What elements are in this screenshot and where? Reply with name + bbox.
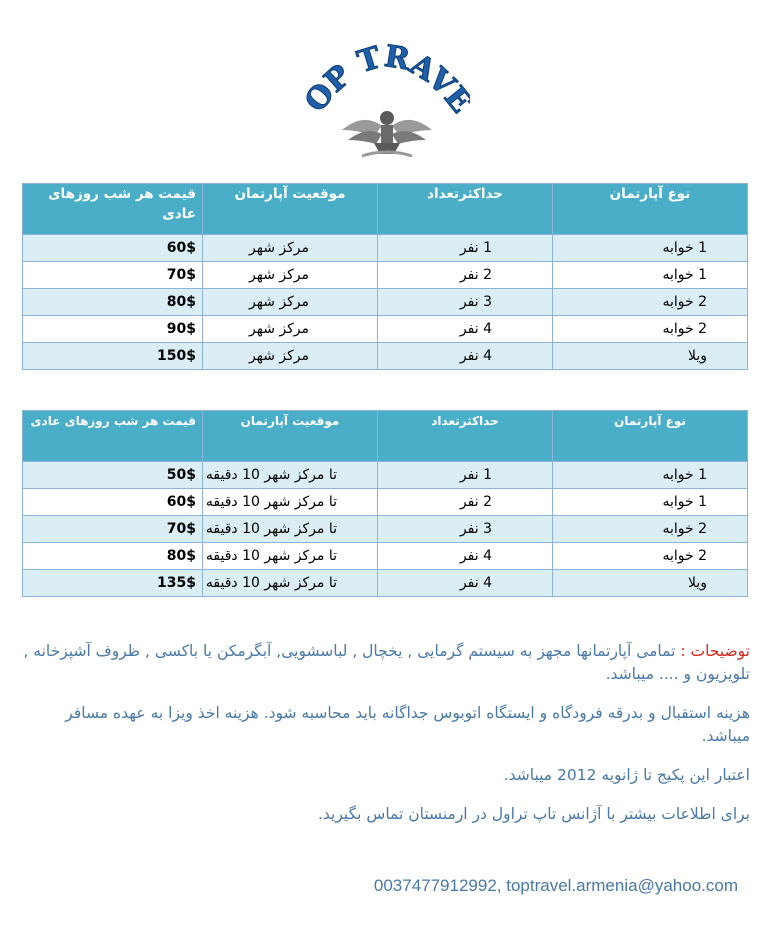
cell-location: تا مرکز شهر 10 دقیقه [203, 516, 378, 543]
cell-type: 1 خوابه [553, 462, 748, 489]
cell-price: 90$ [23, 316, 203, 343]
header-apartment-type: نوع آپارتمان [553, 184, 748, 235]
table-row [23, 316, 748, 343]
cell-location: تا مرکز شهر 10 دقیقه [203, 570, 378, 597]
table-row [23, 262, 748, 289]
table-row [23, 570, 748, 597]
cell-price: 80$ [23, 543, 203, 570]
cell-price: 150$ [23, 343, 203, 370]
cell-type: ویلا [553, 343, 748, 370]
cell-location: مرکز شهر [203, 343, 378, 370]
cell-type: 2 خوابه [553, 516, 748, 543]
cell-price: 60$ [23, 235, 203, 262]
header-max-capacity: حداکثرتعداد [378, 411, 553, 462]
price-table-city-center [22, 183, 748, 370]
price-table-near-center [22, 410, 748, 597]
table-row [23, 289, 748, 316]
table-header-row [23, 184, 748, 235]
header-apartment-type: نوع آپارتمان [553, 411, 748, 462]
header-price: قیمت هر شب روزهای عادی [23, 411, 203, 462]
cell-type: ویلا [553, 570, 748, 597]
cell-type: 1 خوابه [553, 489, 748, 516]
note-transfer: هزینه استقبال و بدرقه فرودگاه و ایستگاه اتوبوس جداگانه باید محاسبه شود. هزینه اخذ ویزا به عهده مسافر میباشد. [65, 704, 750, 745]
svg-text:TOP TRAVEL: P TRAV [317, 39, 462, 103]
header-location: موقعیت آپارتمان [203, 411, 378, 462]
cell-capacity: 1 نفر [378, 235, 553, 262]
table-row [23, 343, 748, 370]
cell-type: 1 خوابه [553, 262, 748, 289]
header-max-capacity: حداکثرتعداد [378, 184, 553, 235]
cell-price: 50$ [23, 462, 203, 489]
cell-price: 70$ [23, 516, 203, 543]
cell-price: 135$ [23, 570, 203, 597]
cell-capacity: 4 نفر [378, 570, 553, 597]
note-validity: اعتبار این پکیج تا ژانویه 2012 میباشد. [503, 766, 750, 784]
table-row [23, 235, 748, 262]
note-equipment-text: تمامی آپارتمانها مجهز به سیستم گرمایی , یخچال , لباسشویی, آبگرمکن یا باکسی , ظروف آشپزخانه , تلویزیون و .... میباشد. [23, 642, 750, 683]
notes-section [22, 640, 750, 842]
table-row [23, 462, 748, 489]
cell-location: مرکز شهر [203, 235, 378, 262]
note-equipment [22, 640, 750, 686]
cell-price: 60$ [23, 489, 203, 516]
cell-location: تا مرکز شهر 10 دقیقه [203, 489, 378, 516]
header-price: قیمت هر شب روزهای عادی [23, 184, 203, 235]
cell-type: 2 خوابه [553, 289, 748, 316]
contact-line: 0037477912992, toptravel.armenia@yahoo.com [373, 876, 738, 895]
cell-price: 70$ [23, 262, 203, 289]
cell-capacity: 2 نفر [378, 489, 553, 516]
cell-capacity: 1 نفر [378, 462, 553, 489]
cell-location: تا مرکز شهر 10 دقیقه [203, 462, 378, 489]
notes-label: توضیحات : [680, 642, 750, 660]
table-row [23, 543, 748, 570]
table-header-row [23, 411, 748, 462]
cell-capacity: 3 نفر [378, 516, 553, 543]
cell-type: 1 خوابه [553, 235, 748, 262]
logo-graphic [304, 30, 470, 167]
cell-location: مرکز شهر [203, 289, 378, 316]
header-location: موقعیت آپارتمان [203, 184, 378, 235]
table-row [23, 516, 748, 543]
top-travel-logo [304, 30, 470, 167]
cell-capacity: 4 نفر [378, 543, 553, 570]
cell-price: 80$ [23, 289, 203, 316]
table-row [23, 489, 748, 516]
cell-type: 2 خوابه [553, 316, 748, 343]
cell-capacity: 4 نفر [378, 316, 553, 343]
cell-type: 2 خوابه [553, 543, 748, 570]
cell-capacity: 2 نفر [378, 262, 553, 289]
cell-location: تا مرکز شهر 10 دقیقه [203, 543, 378, 570]
cell-capacity: 4 نفر [378, 343, 553, 370]
cell-capacity: 3 نفر [378, 289, 553, 316]
cell-location: مرکز شهر [203, 262, 378, 289]
note-contact: برای اطلاعات بیشتر با آژانس تاپ تراول در ارمنستان تماس بگیرید. [317, 805, 750, 823]
cell-location: مرکز شهر [203, 316, 378, 343]
